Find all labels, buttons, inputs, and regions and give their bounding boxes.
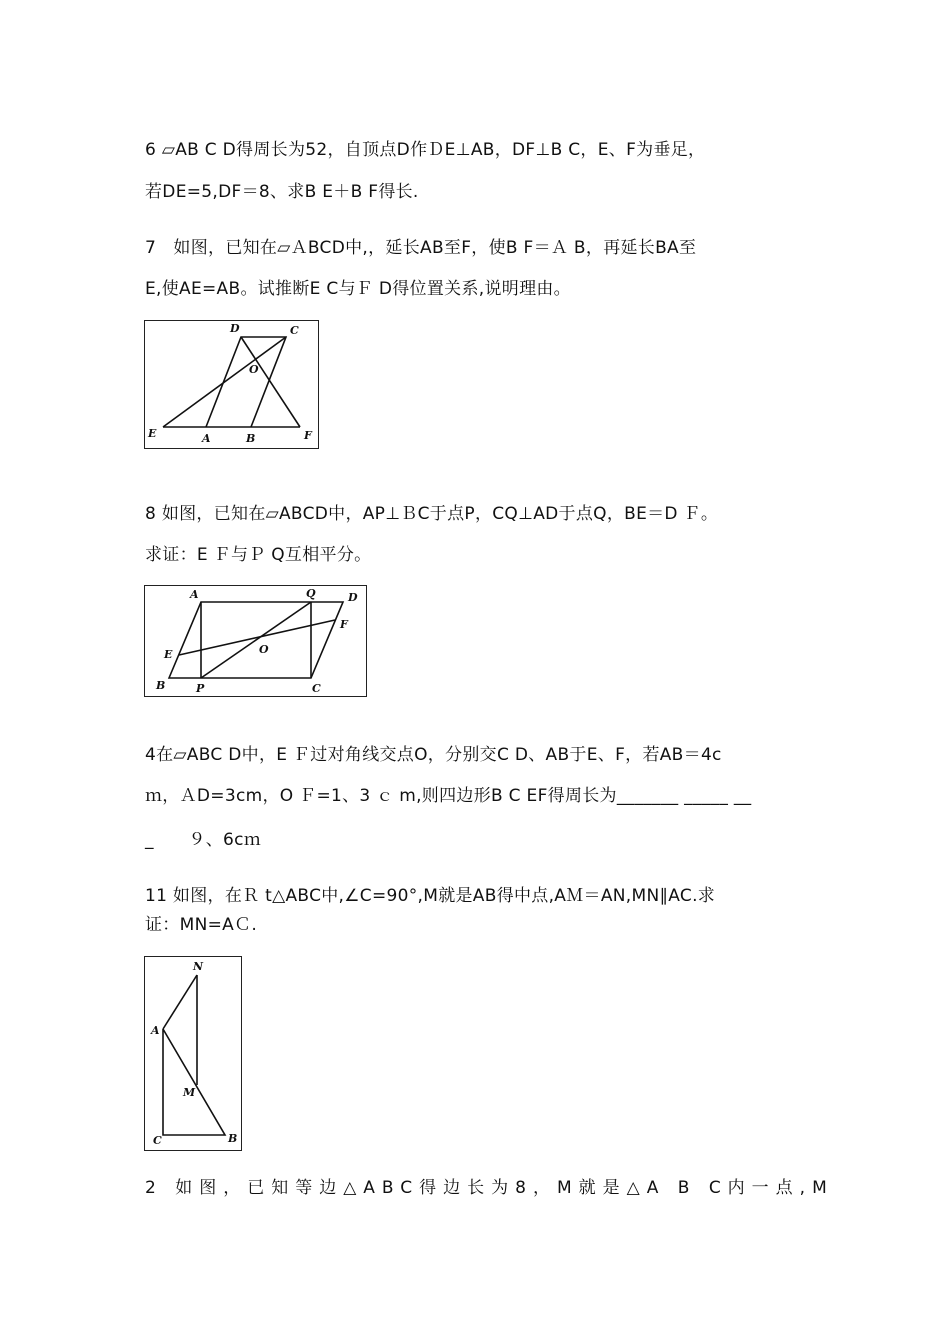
problem-11-line-1: 11 如图，在Ｒ t△ABC中,∠C=90°,M就是AB得中点,AＭ＝AN,MN∥AC.求: [145, 886, 716, 906]
label-p: P: [196, 682, 205, 695]
segment-p-q: [201, 602, 311, 678]
figure-problem-11: [144, 956, 242, 1151]
label-c: C: [290, 324, 299, 337]
label-d: D: [348, 591, 358, 604]
label-a: A: [202, 432, 211, 445]
label-q: Q: [306, 587, 316, 600]
label-o: O: [249, 363, 259, 376]
label-e: E: [164, 648, 173, 661]
problem-4-line-1: 4在▱ABC D中，E Ｆ过对角线交点O，分别交C D、AB于E、F，若AB＝4c: [145, 745, 722, 765]
problem-8-line-2: 求证：E Ｆ与Ｐ Q互相平分。: [145, 545, 372, 565]
segment-a-n: [163, 975, 197, 1029]
label-o: O: [259, 643, 269, 656]
problem-7-line-2: E,使AE=AB。试推断E C与Ｆ D得位置关系,说明理由。: [145, 279, 571, 299]
label-f: F: [340, 618, 348, 631]
label-c: C: [153, 1134, 162, 1147]
label-d: D: [230, 322, 240, 335]
label-a: A: [190, 588, 199, 601]
label-m: M: [183, 1086, 196, 1099]
label-b: B: [228, 1132, 238, 1145]
label-f: F: [304, 429, 312, 442]
problem-2-line-1: 2 如图，已知等边△ABC得边长为8，M就是△A B C内一点,M: [145, 1178, 834, 1198]
problem-6-line-2: 若DE=5,DF＝8、求B E＋B F得长.: [145, 182, 419, 202]
problem-4-line-3: _ ９、6cｍ: [145, 830, 262, 850]
label-b: B: [156, 679, 166, 692]
label-n: N: [193, 960, 204, 973]
label-a: A: [151, 1024, 160, 1037]
problem-4-line-2: ｍ，ＡD=3cm，O Ｆ=1、3 ｃ m,则四边形B C EF得周长为_______ _____ __: [145, 786, 752, 806]
label-e: E: [148, 427, 157, 440]
problem-8-line-1: 8 如图，已知在▱ABCD中，AP⊥ＢC于点P，CQ⊥AD于点Q，BE＝D Ｆ。: [145, 504, 719, 524]
parallelogram-abcd: [206, 337, 286, 427]
label-c: C: [312, 682, 321, 695]
problem-7-line-1: 7 如图，已知在▱ＡBCD中,，延长AB至F，使B F＝Ａ B，再延长BA至: [145, 238, 697, 258]
segment-d-f: [241, 337, 300, 427]
segment-e-c: [163, 337, 286, 427]
triangle-abc: [163, 1029, 225, 1135]
figure-problem-7: [144, 320, 319, 449]
figure-problem-8: [144, 585, 367, 697]
problem-6-line-1: 6 ▱AB C D得周长为52，自顶点D作ＤE⊥AB，DF⊥B C，E、F为垂足，: [145, 140, 706, 160]
label-b: B: [246, 432, 256, 445]
problem-11-line-2: 证：MN=AＣ.: [145, 915, 258, 935]
